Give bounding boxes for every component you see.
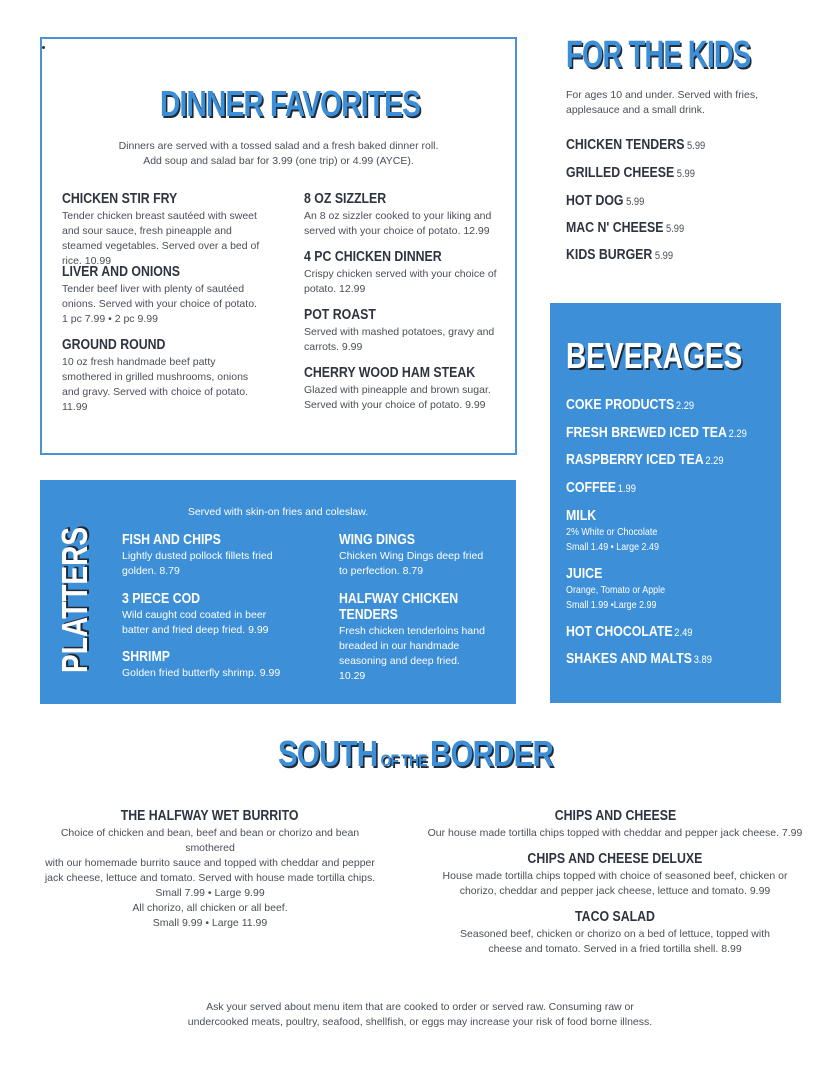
platter-3-piece-cod: [122, 591, 292, 638]
item-prices: Small 1.99 •Large 2.99: [566, 599, 657, 611]
item-name: FISH AND CHIPS: [122, 532, 221, 548]
beverage-juice: [566, 565, 683, 613]
item-name: CHICKEN STIR FRY: [62, 191, 178, 207]
desc-line: with our homemade burrito sauce and topped with cheddar and pepper: [45, 857, 375, 869]
desc-line: Small 9.99 • Large 11.99: [152, 917, 268, 929]
platters-section: [40, 480, 516, 704]
kids-item-mac-n-cheese: [566, 219, 705, 237]
item-name: COKE PRODUCTS: [566, 397, 675, 413]
desc-line: chorizo, cheddar and pepper jack cheese, lettuce and tomato. 9.99: [459, 885, 771, 897]
disclaimer-line-1: Ask your served about menu item that are cooked to order or served raw. Consuming raw or: [206, 1001, 634, 1013]
item-price: 2.29: [728, 428, 747, 440]
item-desc: Crispy chicken served with your choice of potato. 12.99: [304, 268, 497, 295]
menu-item-4pc-chicken-dinner: [304, 249, 509, 297]
item-name: MAC N' CHEESE: [566, 220, 664, 236]
item-name: 4 PC CHICKEN DINNER: [304, 249, 442, 265]
beverage-hot-chocolate: [566, 623, 715, 641]
item-name: GROUND ROUND: [62, 337, 166, 353]
item-name-line-2: TENDERS: [339, 607, 398, 623]
item-desc: 10 oz fresh handmade beef patty smothered in grilled mushrooms, onions and gravy. Served with choice of potato. 11.99: [62, 356, 249, 413]
item-price: 2.49: [674, 627, 693, 639]
item-name: SHRIMP: [122, 649, 170, 665]
desc-line: jack cheese, lettuce and tomato. Served with house made tortilla chips.: [44, 872, 376, 884]
kids-intro: For ages 10 and under. Served with fries, applesauce and a small drink.: [566, 89, 759, 116]
desc-line: Our house made tortilla chips topped with cheddar and pepper jack cheese. 7.99: [427, 827, 803, 839]
item-name: GRILLED CHEESE: [566, 165, 675, 181]
item-name: HALFWAY CHICKEN: [339, 591, 459, 607]
food-safety-disclaimer: [160, 1000, 680, 1030]
item-desc: [62, 282, 267, 327]
platter-halfway-chicken-tenders: [339, 591, 489, 684]
item-name: COFFEE: [566, 480, 616, 496]
item-name: JUICE: [566, 566, 603, 582]
beverages-section: [550, 303, 781, 703]
item-name: SHAKES AND MALTS: [566, 651, 692, 667]
beverage-fresh-brewed-iced-tea: [566, 424, 779, 442]
item-name: CHERRY WOOD HAM STEAK: [304, 365, 476, 381]
item-name: MILK: [566, 508, 597, 524]
menu-item-halfway-wet-burrito: [40, 807, 380, 931]
item-desc: [40, 826, 380, 931]
item-desc: [410, 869, 820, 899]
item-options: 2% White or Chocolate: [566, 526, 658, 538]
item-desc: Fresh chicken tenderloins hand breaded in our handmade seasoning and deep fried. 10.29: [339, 625, 485, 682]
title-part-of-the: OF THE: [380, 751, 427, 770]
item-desc-text: Tender beef liver with plenty of sautéed onions. Served with your choice of potato.: [62, 283, 257, 310]
item-desc: Chicken Wing Dings deep fried to perfection. 8.79: [339, 550, 484, 577]
kids-item-kids-burger: [566, 246, 692, 264]
item-price: 2.29: [705, 455, 724, 467]
item-desc: Lightly dusted pollock fillets fried golden. 8.79: [122, 550, 273, 577]
menu-item-pot-roast: [304, 307, 509, 355]
item-name: POT ROAST: [304, 307, 376, 323]
item-desc: Wild caught cod coated in beer batter and fried deep fried. 9.99: [122, 609, 269, 636]
item-name: HOT CHOCOLATE: [566, 624, 673, 640]
item-price: 5.99: [676, 168, 695, 180]
item-name: THE HALFWAY WET BURRITO: [121, 808, 299, 824]
desc-line: Small 7.99 • Large 9.99: [155, 887, 265, 899]
beverage-milk: [566, 507, 675, 555]
item-desc: Glazed with pineapple and brown sugar. Served with your choice of potato. 9.99: [304, 384, 491, 411]
item-desc-prices: 1 pc 7.99 • 2 pc 9.99: [62, 313, 158, 325]
title-part-south: SOUTH: [278, 733, 378, 774]
item-desc: [410, 927, 820, 957]
menu-item-chips-and-cheese: [410, 807, 820, 841]
item-prices: Small 1.49 • Large 2.49: [566, 541, 659, 553]
dinner-intro-line-1: Dinners are served with a tossed salad and a fresh baked dinner roll.: [118, 140, 439, 152]
item-desc: Served with mashed potatoes, gravy and carrots. 9.99: [304, 326, 495, 353]
beverage-raspberry-iced-tea: [566, 451, 751, 469]
beverage-shakes-and-malts: [566, 650, 738, 668]
for-the-kids-title: FOR THE KIDS: [566, 34, 751, 76]
item-name: 8 OZ SIZZLER: [304, 191, 387, 207]
disclaimer-line-2: undercooked meats, poultry, seafood, shellfish, or eggs may increase your risk of food borne illness.: [187, 1016, 653, 1028]
platter-wing-dings: [339, 532, 489, 579]
item-price: 3.89: [693, 654, 712, 666]
item-price: 5.99: [626, 196, 645, 208]
dinner-favorites-section: [40, 37, 517, 455]
menu-item-ground-round: [62, 337, 267, 415]
item-name: RASPBERRY ICED TEA: [566, 452, 704, 468]
item-price: 5.99: [654, 250, 674, 262]
item-options: Orange, Tomato or Apple: [566, 584, 666, 596]
dinner-intro-line-2: Add soup and salad bar for 3.99 (one trip) or 4.99 (AYCE).: [143, 155, 414, 167]
desc-line: Seasoned beef, chicken or chorizo on a bed of lettuce, topped with: [460, 928, 770, 940]
desc-line: All chorizo, all chicken or all beef.: [132, 902, 288, 914]
kids-item-chicken-tenders: [566, 136, 730, 154]
dinner-favorites-title: DINNER FAVORITES: [160, 83, 421, 124]
south-of-the-border-title: [278, 733, 553, 775]
dinner-intro: [62, 139, 495, 169]
item-desc: [410, 826, 820, 841]
item-name: LIVER AND ONIONS: [62, 264, 181, 280]
item-name: FRESH BREWED ICED TEA: [566, 425, 727, 441]
desc-line: House made tortilla chips topped with choice of seasoned beef, chicken or: [442, 870, 788, 882]
menu-item-liver-and-onions: [62, 264, 267, 327]
desc-line: cheese and tomato. Served in a fried tortilla shell. 8.99: [488, 943, 742, 955]
desc-line: Choice of chicken and bean, beef and bean or chorizo and bean smothered: [60, 827, 360, 854]
menu-item-taco-salad: [410, 908, 820, 957]
menu-item-chips-and-cheese-deluxe: [410, 850, 820, 899]
menu-item-cherry-wood-ham-steak: [304, 365, 509, 413]
title-part-border: BORDER: [429, 733, 553, 774]
item-price: 5.99: [665, 223, 685, 235]
item-name: CHIPS AND CHEESE: [554, 808, 676, 824]
item-name: CHIPS AND CHEESE DELUXE: [527, 851, 703, 867]
beverages-title: BEVERAGES: [566, 335, 743, 376]
platters-title: PLATTERS: [54, 526, 95, 673]
platters-intro: Served with skin-on fries and coleslaw.: [187, 506, 369, 518]
item-name: HOT DOG: [566, 193, 624, 209]
beverage-coffee: [566, 479, 648, 497]
kids-item-grilled-cheese: [566, 164, 718, 182]
platter-fish-and-chips: [122, 532, 292, 579]
item-desc: Golden fried butterfly shrimp. 9.99: [122, 667, 281, 679]
beverage-coke-products: [566, 396, 717, 414]
item-name: CHICKEN TENDERS: [566, 137, 685, 153]
item-price: 1.99: [617, 483, 636, 495]
item-desc: Tender chicken breast sautéed with sweet and sour sauce, fresh pineapple and steamed vegetables. Served over a bed of rice. 10.99: [62, 210, 260, 267]
item-price: 5.99: [687, 140, 706, 152]
menu-item-8oz-sizzler: [304, 191, 509, 239]
menu-item-chicken-stir-fry: [62, 191, 267, 269]
platter-shrimp: [122, 649, 312, 681]
item-desc: An 8 oz sizzler cooked to your liking and served with your choice of potato. 12.99: [304, 210, 492, 237]
item-price: 2.29: [675, 400, 695, 412]
item-name: 3 PIECE COD: [122, 591, 201, 607]
item-name: WING DINGS: [339, 532, 416, 548]
kids-item-hot-dog: [566, 192, 658, 210]
item-name: KIDS BURGER: [566, 247, 653, 263]
item-name: TACO SALAD: [575, 909, 655, 925]
